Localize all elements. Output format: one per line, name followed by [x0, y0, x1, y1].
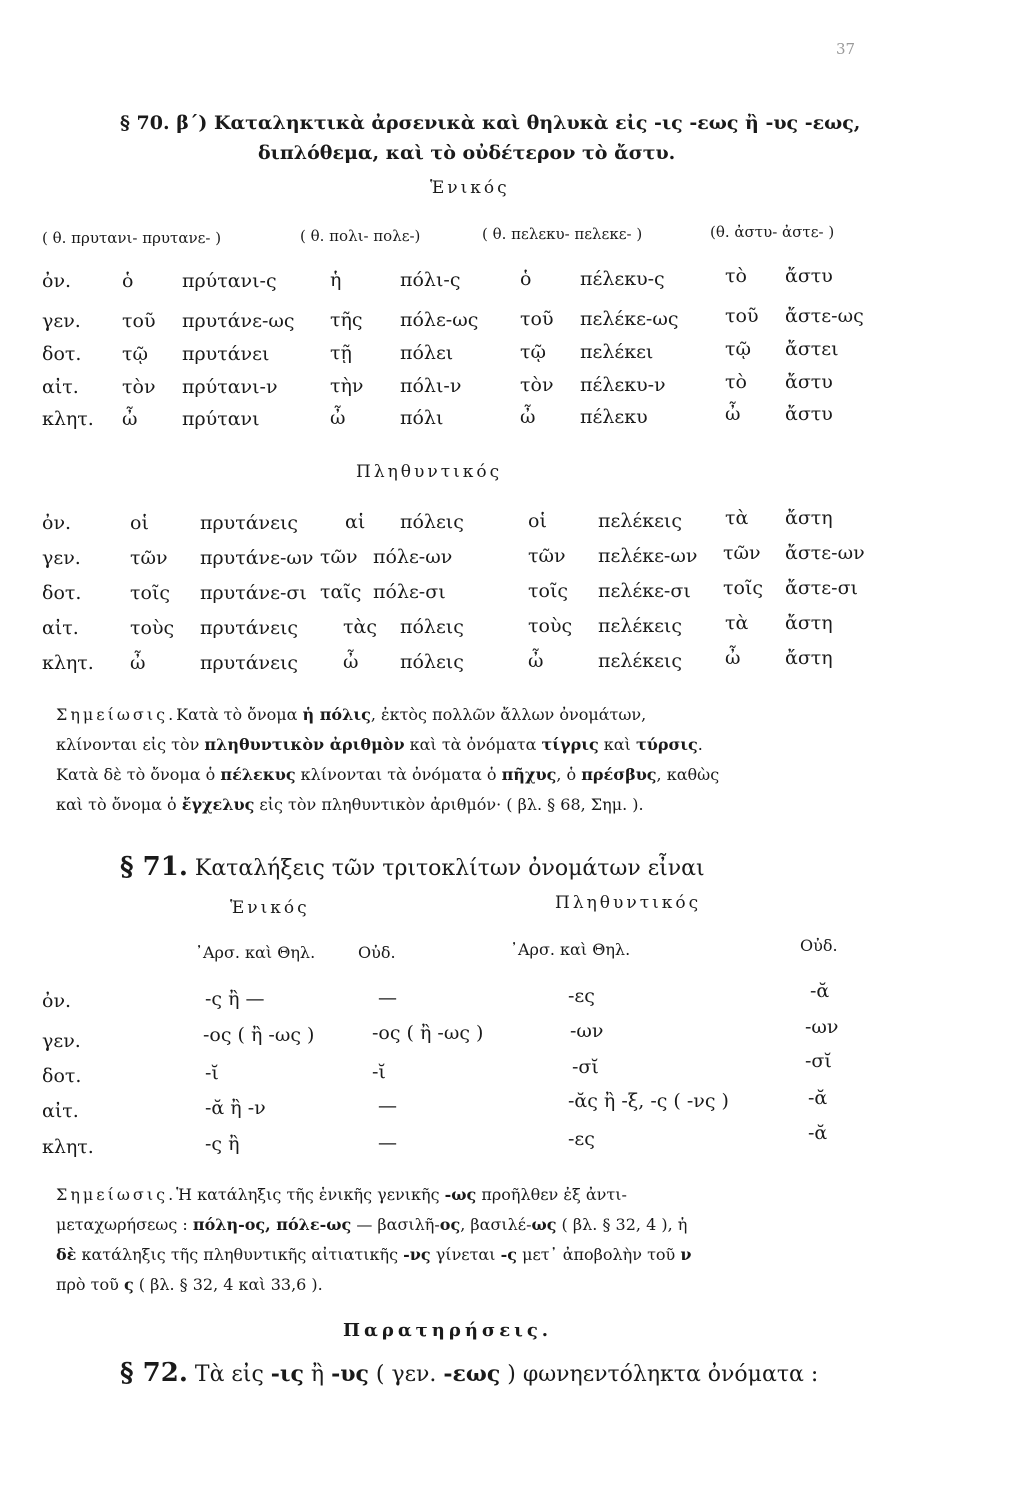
stem-pelekys: ( θ. πελεκυ- πελεκε- )	[482, 225, 643, 243]
subhead-neuter: Οὐδ.	[358, 943, 396, 962]
note-emphasis: -νς	[403, 1245, 431, 1264]
article: τὰ	[725, 612, 749, 634]
article: τὴν	[330, 375, 364, 397]
ending: -ς ἢ —	[205, 988, 265, 1010]
article: τῶν	[528, 545, 566, 567]
note-emphasis: πληθυντικὸν ἀριθμὸν	[204, 735, 405, 754]
heading-emphasis: -ις	[270, 1361, 304, 1387]
form-pelekys: πελέκεις	[598, 650, 683, 672]
article: οἱ	[130, 512, 149, 534]
subhead-neuter: Οὐδ.	[800, 936, 838, 955]
article: τὰ	[725, 507, 749, 529]
form-asty: ἄστυ	[785, 403, 833, 425]
form-prytanis: πρύτανι-ς	[182, 270, 277, 292]
heading-text: ) φωνηεντόληκτα ὀνόματα :	[500, 1362, 819, 1387]
case-label: ὀν.	[42, 270, 72, 292]
note-text: , ἐκτὸς πολλῶν ἄλλων ὀνομάτων,	[370, 705, 647, 724]
section-71-heading	[120, 852, 705, 882]
stem-polis: ( θ. πολι- πολε-)	[300, 227, 421, 245]
ending: -ῐ	[372, 1061, 386, 1083]
article: ταῖς	[320, 581, 362, 603]
article: τὸ	[725, 371, 747, 393]
article: τοῦ	[520, 308, 554, 330]
note-emphasis: ν	[680, 1245, 692, 1264]
form-prytanis: πρυτάνεις	[200, 512, 299, 534]
subhead-masc-fem: ᾿Αρσ. καὶ Θηλ.	[510, 940, 631, 959]
note-emphasis: πῆχυς	[501, 765, 557, 784]
note-emphasis: δὲ	[56, 1245, 77, 1264]
article: τοὺς	[528, 615, 573, 637]
form-prytanis: πρύτανι	[182, 408, 260, 430]
singular-label: Ἑνικός	[430, 178, 510, 198]
article: τὸ	[725, 265, 747, 287]
stem-prytanis: ( θ. πρυτανι- πρυτανε- )	[42, 229, 222, 247]
note-emphasis: πέλεκυς	[220, 765, 296, 784]
case-label: δοτ.	[42, 1065, 82, 1087]
ending: —	[378, 987, 397, 1009]
form-polis: πόλει	[400, 342, 454, 364]
article: τοῦ	[725, 305, 759, 327]
case-label: γεν.	[42, 310, 81, 332]
form-polis: πόλι	[400, 407, 444, 429]
case-label: δοτ.	[42, 582, 82, 604]
article: ὁ	[520, 268, 532, 290]
ending: -ᾰ ἢ -ν	[205, 1097, 266, 1119]
ending: -ᾰ	[808, 1122, 828, 1144]
case-label: ὀν.	[42, 512, 72, 534]
subhead-masc-fem: ᾿Αρσ. καὶ Θηλ.	[195, 943, 316, 962]
article: τῷ	[520, 341, 547, 363]
page-number: 37	[836, 40, 856, 58]
note-text: , βασιλέ-	[460, 1215, 532, 1234]
form-polis: πόλε-ως	[400, 309, 479, 331]
form-pelekys: πελέκε-ως	[580, 308, 679, 330]
note-text: εἰς τὸν πληθυντικὸν ἀριθμόν· ( βλ. § 68, Σημ. ).	[254, 795, 644, 814]
note-text: , ὁ	[556, 765, 582, 784]
note-text: — βασιλῆ-	[351, 1215, 440, 1234]
ending: -ος ( ἢ -ως )	[372, 1022, 484, 1044]
ending: -ᾰς ἢ -ξ, -ς ( -νς )	[568, 1090, 729, 1112]
note-emphasis: πρέσβυς	[581, 765, 657, 784]
ending: -ων	[570, 1020, 604, 1042]
case-label: αἰτ.	[42, 1100, 79, 1122]
form-asty: ἄστη	[785, 612, 833, 634]
note-emphasis: -ς	[500, 1245, 517, 1264]
observations-heading: Παρατηρήσεις.	[343, 1320, 553, 1341]
form-asty: ἄστε-ων	[785, 542, 865, 564]
form-polis: πόλε-ων	[373, 546, 453, 568]
article: ὦ	[343, 651, 359, 673]
ending: —	[378, 1132, 397, 1154]
note-text: μεταχωρήσεως :	[56, 1215, 193, 1234]
article: ὦ	[528, 650, 544, 672]
article: ἡ	[330, 269, 342, 291]
note-text: ( βλ. § 32, 4 καὶ 33,6 ).	[133, 1275, 323, 1294]
article: ὦ	[725, 647, 741, 669]
form-pelekys: πελέκεις	[598, 615, 683, 637]
plural-label: Πληθυντικός	[356, 462, 503, 482]
section-70-note: Σημείωσις.Κατὰ τὸ ὄνομα ἡ πόλις, ἐκτὸς πολλῶν ἄλλων ὀνομάτων, κλίνονται εἰς τὸν πληθυντικὸν ἀριθμὸν καὶ τὰ ὀνόματα τίγρις καὶ τύρσις. Κατὰ δὲ τὸ ὄνομα ὁ πέλεκυς κλίνονται τὰ ὀνόματα ὁ πῆχυς, ὁ πρέσβυς, καθὼς καὶ τὸ ὄνομα ὁ ἔγχελυς εἰς τὸν πληθυντικὸν ἀριθμόν· ( βλ. § 68, Σημ. ).	[56, 705, 720, 814]
note-text: ( βλ. § 32, 4 ), ἡ	[556, 1215, 688, 1234]
article: τοῦ	[122, 310, 156, 332]
note-emphasis: ς	[123, 1275, 134, 1294]
form-prytanis: πρυτάνει	[182, 343, 270, 365]
note-text: πρὸ τοῦ	[56, 1275, 124, 1294]
case-label: ὀν.	[42, 990, 72, 1012]
note-text: καὶ τὰ ὀνόματα	[404, 735, 542, 754]
article: ὦ	[122, 408, 138, 430]
article: τῶν	[723, 542, 761, 564]
section-71-marker: § 71.	[120, 852, 188, 882]
article: τὸν	[520, 374, 554, 396]
form-asty: ἄστυ	[785, 265, 833, 287]
form-prytanis: πρυτάνε-ων	[200, 547, 314, 569]
ending: -ες	[568, 985, 595, 1007]
form-polis: πόλι-ς	[400, 269, 461, 291]
endings-singular-label: Ἑνικός	[230, 898, 310, 918]
article: τὰς	[343, 616, 377, 638]
note-text: , καθὼς	[656, 765, 720, 784]
article: τοῖς	[723, 577, 764, 599]
article: οἱ	[528, 510, 547, 532]
form-pelekys: πέλεκυ-ς	[580, 268, 665, 290]
ending: —	[378, 1095, 397, 1117]
case-label: κλητ.	[42, 408, 94, 430]
article: τὸν	[122, 376, 156, 398]
article: τῶν	[320, 546, 358, 568]
section-70-title-line2: διπλόθεμα, καὶ τὸ οὐδέτερον τὸ ἄστυ.	[258, 142, 676, 164]
article: τῷ	[122, 343, 149, 365]
heading-emphasis: -υς	[331, 1361, 369, 1387]
section-70-marker: § 70. β΄)	[120, 112, 208, 134]
article: τῆς	[330, 309, 363, 331]
stem-asty: (θ. ἀστυ- ἀστε- )	[710, 223, 835, 241]
form-pelekys: πελέκε-σι	[598, 580, 691, 602]
note-emphasis: ἔγχελυς	[181, 795, 255, 814]
form-polis: πόλι-ν	[400, 375, 462, 397]
form-asty: ἄστη	[785, 507, 833, 529]
ending: -ς ἢ	[205, 1133, 240, 1155]
form-prytanis: πρυτάνεις	[200, 652, 299, 674]
note-text: Ἡ κατάληξις τῆς ἑνικῆς γενικῆς	[176, 1185, 445, 1204]
note-emphasis: ἡ πόλις	[302, 705, 371, 724]
case-label: αἰτ.	[42, 376, 79, 398]
form-prytanis: πρύτανι-ν	[182, 376, 278, 398]
article: ὦ	[330, 407, 346, 429]
article: τῷ	[725, 338, 752, 360]
ending: -σῐ	[572, 1056, 599, 1078]
endings-plural-label: Πληθυντικός	[555, 893, 702, 913]
form-pelekys: πέλεκυ	[580, 406, 648, 428]
note-emphasis: τύρσις	[635, 735, 698, 754]
article: τοὺς	[130, 617, 175, 639]
note-emphasis: πόλη-ος, πόλε-ως	[192, 1215, 352, 1234]
heading-text: ἢ	[303, 1362, 332, 1387]
ending: -ος ( ἢ -ως )	[203, 1024, 315, 1046]
form-asty: ἄστη	[785, 647, 833, 669]
section-70-heading	[120, 112, 860, 134]
note-text: γίνεται	[430, 1245, 501, 1264]
note-label: Σημείωσις.	[56, 1185, 177, 1204]
ending: -ων	[805, 1016, 839, 1038]
form-polis: πόλεις	[400, 511, 464, 533]
note-text: καὶ τὸ ὄνομα ὁ	[56, 795, 182, 814]
section-71-title: Καταλήξεις τῶν τριτοκλίτων ὀνομάτων εἶναι	[194, 856, 705, 881]
ending: -ες	[568, 1128, 595, 1150]
note-emphasis: τίγρις	[541, 735, 599, 754]
form-pelekys: πέλεκυ-ν	[580, 374, 666, 396]
note-text: κλίνονται εἰς τὸν	[56, 735, 205, 754]
form-polis: πόλεις	[400, 616, 464, 638]
form-pelekys: πελέκεις	[598, 510, 683, 532]
note-label: Σημείωσις.	[56, 705, 177, 724]
case-label: αἰτ.	[42, 617, 79, 639]
ending: -σῐ	[805, 1050, 832, 1072]
note-emphasis: -ως	[444, 1185, 477, 1204]
form-pelekys: πελέκει	[580, 341, 654, 363]
section-71-note	[56, 1180, 906, 1300]
note-text: καὶ	[598, 735, 636, 754]
note-text: μετ᾽ ἀποβολὴν τοῦ	[516, 1245, 681, 1264]
section-70-title-line1: Καταληκτικὰ ἀρσενικὰ καὶ θηλυκὰ εἰς -ις -εως ἢ -υς -εως,	[213, 112, 861, 134]
form-polis: πόλεις	[400, 651, 464, 673]
note-text: Κατὰ δὲ τὸ ὄνομα ὁ	[56, 765, 221, 784]
form-pelekys: πελέκε-ων	[598, 545, 698, 567]
article: ὦ	[130, 652, 146, 674]
article: τοῖς	[528, 580, 569, 602]
note-text: Κατὰ τὸ ὄνομα	[176, 705, 303, 724]
form-prytanis: πρυτάνεις	[200, 617, 299, 639]
form-polis: πόλε-σι	[373, 581, 446, 603]
note-text: κλίνονται τὰ ὀνόματα ὁ	[295, 765, 502, 784]
case-label: κλητ.	[42, 652, 94, 674]
article: ὦ	[520, 406, 536, 428]
article: αἱ	[345, 511, 366, 533]
form-asty: ἄστυ	[785, 371, 833, 393]
article: τοῖς	[130, 582, 171, 604]
section-72-marker: § 72.	[120, 1358, 188, 1388]
article: ὁ	[122, 270, 134, 292]
case-label: κλητ.	[42, 1136, 94, 1158]
form-prytanis: πρυτάνε-σι	[200, 582, 307, 604]
form-asty: ἄστει	[785, 338, 839, 360]
form-prytanis: πρυτάνε-ως	[182, 310, 295, 332]
note-emphasis: ως	[531, 1215, 557, 1234]
heading-text: Τὰ εἰς	[194, 1362, 271, 1387]
note-text: κατάληξις τῆς πληθυντικῆς αἰτιατικῆς	[76, 1245, 404, 1264]
form-asty: ἄστε-ως	[785, 305, 864, 327]
heading-text: ( γεν.	[368, 1362, 444, 1387]
case-label: γεν.	[42, 547, 81, 569]
form-asty: ἄστε-σι	[785, 577, 858, 599]
ending: -ᾰ	[808, 1087, 828, 1109]
case-label: δοτ.	[42, 343, 82, 365]
article: τῇ	[330, 342, 352, 364]
heading-emphasis: -εως	[443, 1361, 501, 1387]
note-text: προῆλθεν ἐξ ἀντι-	[476, 1185, 627, 1204]
ending: -ῐ	[205, 1062, 219, 1084]
note-emphasis: ος	[439, 1215, 461, 1234]
article: τῶν	[130, 547, 168, 569]
section-72-heading	[120, 1358, 818, 1388]
ending: -ᾰ	[810, 980, 830, 1002]
article: ὦ	[725, 403, 741, 425]
case-label: γεν.	[42, 1030, 81, 1052]
